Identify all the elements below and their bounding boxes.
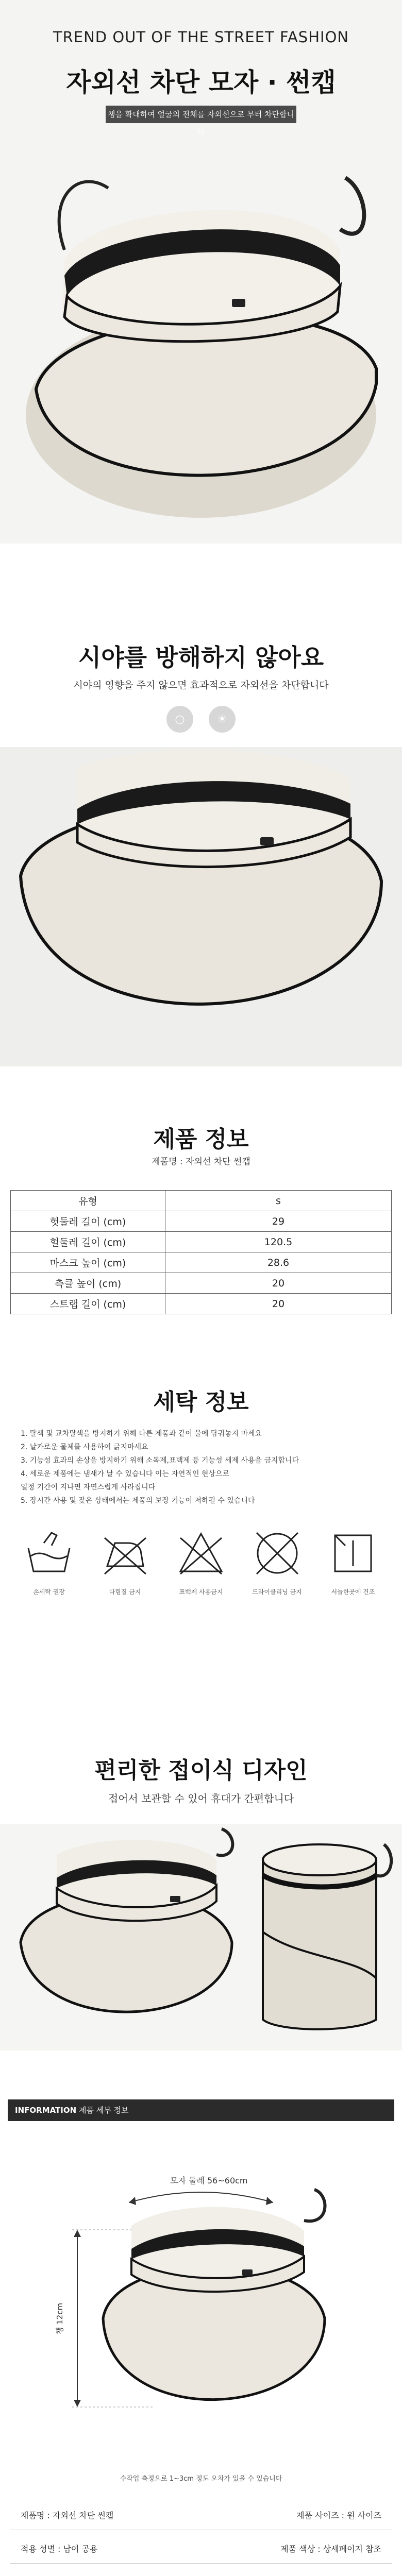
- detail-gender: 적용 성별 : 남여 공용: [21, 2544, 98, 2554]
- spec-label: 스트랩 길이 (cm): [11, 1294, 165, 1314]
- product-info-title: 제품 정보: [153, 1126, 249, 1153]
- detail-product-name: 제품명 : 자외선 차단 썬캡: [21, 2511, 114, 2520]
- view-section-subtitle: 시야의 영향을 주지 않으면 효과적으로 자외선을 차단합니다: [73, 680, 329, 691]
- divider: [10, 2563, 392, 2564]
- visor-closeup-illustration: [0, 747, 402, 1066]
- spec-label: 측클 높이 (cm): [11, 1273, 165, 1294]
- sun-icon: ☀: [209, 706, 236, 733]
- spec-label: 헐둘레 길이 (cm): [11, 1232, 165, 1252]
- hero-eng-tagline: TREND OUT OF THE STREET FASHION: [53, 28, 349, 46]
- table-row: [11, 1273, 392, 1294]
- hero-subtitle: 챙을 확대하여 얼굴의 전체를 자외선으로 부터 차단합니다: [106, 106, 296, 123]
- spec-value: 29: [165, 1211, 392, 1232]
- spec-value: 20: [165, 1294, 392, 1314]
- spec-value: 120.5: [165, 1232, 392, 1252]
- care-label: 손세탁 권장: [33, 1588, 65, 1596]
- table-row: [11, 1191, 392, 1211]
- table-row: [11, 1211, 392, 1232]
- detail-row-2: [21, 2543, 381, 2554]
- folding-subtitle: 접어서 보관할 수 있어 휴대가 간편합니다: [108, 1792, 294, 1805]
- care-item: [244, 1528, 311, 1596]
- care-label: 표백제 사용금지: [179, 1588, 223, 1596]
- cap-icon: ○: [166, 706, 193, 733]
- care-label: 다림질 금지: [109, 1588, 141, 1596]
- spec-label: 유형: [11, 1191, 165, 1211]
- detail-row-1: [21, 2509, 381, 2521]
- view-icon-row: [0, 706, 402, 733]
- hand-wash-icon: [23, 1528, 75, 1579]
- list-item: 2. 날카로운 물체를 사용하여 긁지마세요: [21, 1443, 148, 1451]
- table-row: [11, 1294, 392, 1314]
- list-item: 5. 장시간 사용 및 잦은 상태에서는 제품의 보장 기능이 저하될 수 있습니다: [21, 1497, 255, 1505]
- spec-label: 헛둘레 길이 (cm): [11, 1211, 165, 1232]
- no-bleach-icon: [175, 1528, 227, 1579]
- list-item: 일정 기간이 지나면 자연스럽게 사라집니다: [21, 1483, 156, 1492]
- spec-table: [10, 1190, 392, 1314]
- information-header-bar: [8, 2099, 394, 2121]
- measurement-note: 수작업 측정으로 1~3cm 정도 오차가 있을 수 있습니다: [120, 2475, 282, 2483]
- care-label: 드라이클리닝 금지: [252, 1588, 302, 1596]
- spec-value: 28.6: [165, 1252, 392, 1273]
- detail-color: 제품 색상 : 상세페이지 참조: [280, 2544, 381, 2554]
- detail-product-size: 제품 사이즈 : 원 사이즈: [296, 2511, 381, 2520]
- measurement-diagram: [0, 2164, 402, 2432]
- hero-title: 자외선 차단 모자 · 썬캡: [66, 67, 336, 97]
- shade-dry-icon: [327, 1528, 379, 1579]
- table-row: [11, 1232, 392, 1252]
- information-bar-ko: 제품 세부 정보: [78, 2106, 129, 2115]
- table-row: [11, 1252, 392, 1273]
- care-item: [15, 1528, 82, 1596]
- care-item: [320, 1528, 387, 1596]
- product-name: 제품명 : 자외선 차단 썬캡: [152, 1157, 250, 1167]
- care-item: [92, 1528, 159, 1596]
- list-item: 1. 탈색 및 교차탈색을 방지하기 위해 다른 제품과 같이 물에 담궈놓지 마세요: [21, 1430, 262, 1438]
- wash-info-title: 세탁 정보: [153, 1389, 249, 1415]
- brim-height-label: 챙 12cm: [55, 2302, 65, 2335]
- care-item: [167, 1528, 234, 1596]
- no-dry-clean-icon: [252, 1528, 303, 1579]
- information-bar-en: INFORMATION: [15, 2106, 77, 2115]
- sun-visor-image: [15, 147, 387, 523]
- list-item: 3. 기능성 효과의 손상을 방지하기 위해 소독제,표백제 등 기능성 세제 사용을 금지합니다: [21, 1456, 299, 1465]
- visor-closeup-image: [0, 747, 402, 1066]
- folding-image: [0, 1824, 402, 2050]
- spec-value: s: [165, 1191, 392, 1211]
- spec-value: 20: [165, 1273, 392, 1294]
- folding-title: 편리한 접이식 디자인: [94, 1757, 308, 1784]
- care-icon-row: [15, 1528, 387, 1596]
- hero-section: [0, 0, 402, 544]
- wash-instruction-list: [21, 1427, 381, 1507]
- circumference-label: 모자 둘레 56~60cm: [170, 2176, 248, 2185]
- spec-label: 마스크 높이 (cm): [11, 1252, 165, 1273]
- care-label: 서늘한곳에 건조: [331, 1588, 375, 1596]
- no-iron-icon: [99, 1528, 151, 1579]
- view-section-title: 시야를 방해하지 않아요: [78, 643, 324, 671]
- list-item: 4. 세로운 제품에는 냄새가 날 수 있습니다 이는 자연적인 현상으로: [21, 1470, 230, 1478]
- folding-illustration: [0, 1824, 402, 2050]
- measurement-illustration: [0, 2164, 402, 2432]
